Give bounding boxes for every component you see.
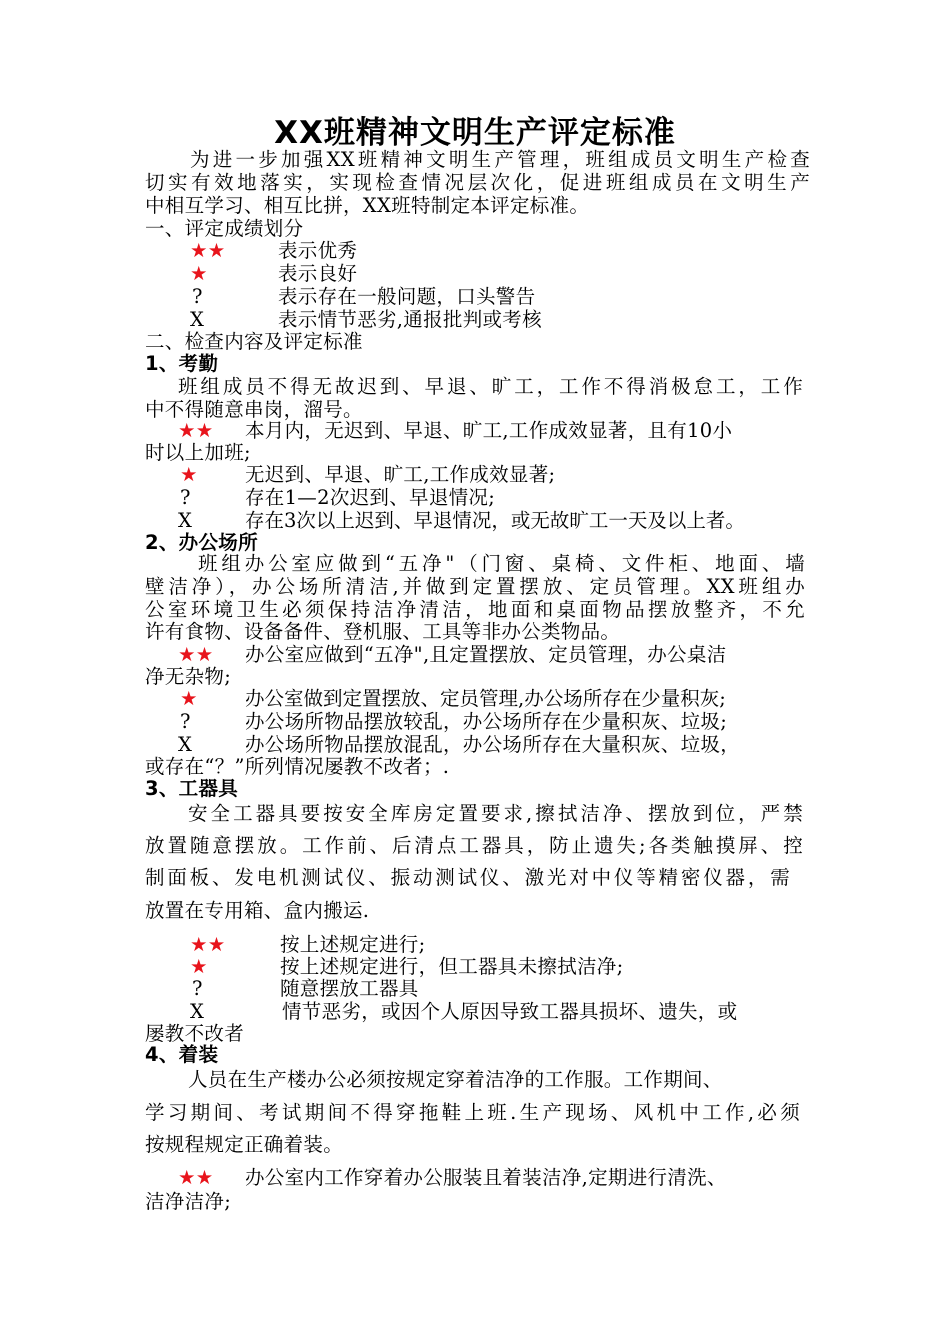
grade-text: 表示存在一般问题，口头警告 [278,285,536,308]
rating-text: 办公室应做到“五净",且定置摆放、定员管理，办公桌洁 [245,643,727,666]
office-heading: 2、办公场所 [145,531,258,554]
rating-text: 随意摆放工器具 [280,977,419,1000]
intro-line-2: 切实有效地落实，实现检查情况层次化，促进班组成员在文明生产 [145,171,810,194]
grade-text: 表示良好 [278,262,358,285]
intro-line-1: 为进一步加强XX班精神文明生产管理，班组成员文明生产检查 [190,148,810,171]
rating-text: 按上述规定进行，但工器具未擦拭洁净; [280,955,624,978]
document-title: XX班精神文明生产评定标准 [274,115,676,151]
rating-text: 存在1—2次迟到、早退情况; [245,486,496,509]
grade-text: 表示情节恶劣,通报批判或考核 [278,308,542,331]
rating-text: 办公场所物品摆放混乱，办公场所存在大量积灰、垃圾， [245,733,741,756]
tools-desc-2: 放置随意摆放。工作前、后清点工器具，防止遗失;各类触摸屏、控 [145,834,803,857]
attendance-desc-1: 班组成员不得无故迟到、早退、旷工，工作不得消极怠工，工作 [178,375,803,398]
star-icon: ★ [190,955,208,978]
x-mark-icon: X [178,733,193,756]
office-desc-2: 壁洁净），办公场所清洁,并做到定置摆放、定员管理。XX班组办 [145,575,805,598]
double-star-icon: ★★ [190,239,226,262]
section2-heading: 二、检查内容及评定标准 [145,330,363,353]
question-mark-icon: ? [192,285,203,308]
x-mark-icon: X [190,308,205,331]
tools-desc-1: 安全工器具要按安全库房定置要求,擦拭洁净、摆放到位，严禁 [188,802,803,825]
rating-text-cont: 洁净洁净; [145,1190,232,1213]
rating-text-cont: 净无杂物; [145,665,232,688]
double-star-icon: ★★ [178,643,214,666]
rating-text-cont: 时以上加班; [145,441,251,464]
rating-text: 办公场所物品摆放较乱，办公场所存在少量积灰、垃圾; [245,710,728,733]
question-mark-icon: ? [180,710,191,733]
star-icon: ★ [180,463,198,486]
rating-text: 无迟到、早退、旷工,工作成效显著; [245,463,556,486]
attendance-desc-2: 中不得随意串岗，溜号。 [145,398,363,421]
x-mark-icon: X [190,1000,205,1023]
question-mark-icon: ? [192,977,203,1000]
rating-text: 情节恶劣，或因个人原因导致工器具损坏、遗失，或 [282,1000,738,1023]
dress-heading: 4、着装 [145,1043,219,1066]
double-star-icon: ★★ [190,933,226,956]
rating-text: 办公室内工作穿着办公服装且着装洁净,定期进行清洗、 [245,1166,727,1189]
rating-text: 本月内，无迟到、早退、旷工,工作成效显著，且有10小 [245,419,733,442]
intro-line-3: 中相互学习、相互比拼，XX班特制定本评定标准。 [145,194,590,217]
star-icon: ★ [190,262,208,285]
rating-text-cont: 或存在“？”所列情况屡教不改者；. [145,755,450,778]
dress-desc-3: 按规程规定正确着装。 [145,1133,344,1156]
dress-desc-2: 学习期间、考试期间不得穿拖鞋上班.生产现场、风机中工作,必须 [145,1101,800,1124]
tools-desc-3: 制面板、发电机测试仪、振动测试仪、激光对中仪等精密仪器，需 [145,866,790,889]
double-star-icon: ★★ [178,419,214,442]
x-mark-icon: X [178,509,193,532]
office-desc-4: 许有食物、设备备件、登机服、工具等非办公类物品。 [145,620,621,643]
rating-text: 办公室做到定置摆放、定员管理,办公场所存在少量积灰; [245,687,726,710]
double-star-icon: ★★ [178,1166,214,1189]
attendance-heading: 1、考勤 [145,352,219,375]
section1-heading: 一、评定成绩划分 [145,217,304,240]
tools-heading: 3、工器具 [145,777,239,800]
question-mark-icon: ? [180,486,191,509]
dress-desc-1: 人员在生产楼办公必须按规定穿着洁净的工作服。工作期间、 [188,1068,723,1091]
rating-text: 存在3次以上迟到、早退情况，或无故旷工一天及以上者。 [245,509,745,532]
rating-text: 按上述规定进行; [280,933,426,956]
office-desc-1: 班组办公室应做到“五净"（门窗、桌椅、文件柜、地面、墙 [198,552,805,575]
office-desc-3: 公室环境卫生必须保持洁净清洁，地面和桌面物品摆放整齐，不允 [145,598,805,621]
rating-text-cont: 屡教不改者 [145,1022,245,1045]
grade-text: 表示优秀 [278,239,358,262]
tools-desc-4: 放置在专用箱、盒内搬运. [145,899,370,922]
star-icon: ★ [180,687,198,710]
